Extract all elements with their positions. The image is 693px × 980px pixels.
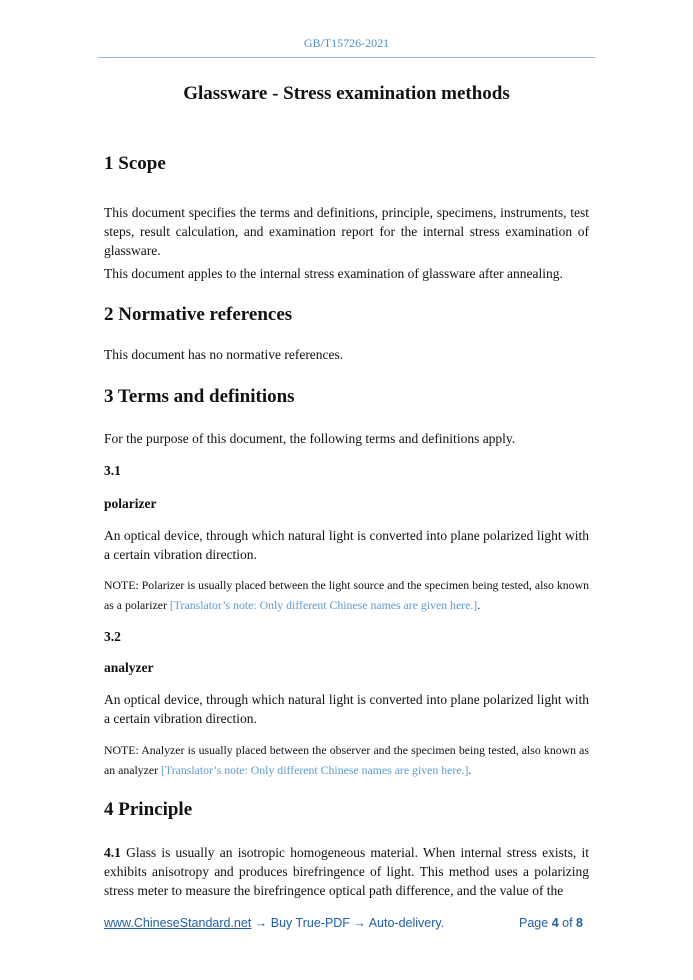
header-divider bbox=[98, 57, 595, 58]
clause-text: Glass is usually an isotropic homogeneous material. When internal stress exists, it exhibits anisotropy and produces birefringence of light. This method uses a polarizing stress meter to measure the birefringence optical path difference, and the value of the bbox=[104, 845, 589, 898]
term-number: 3.1 bbox=[104, 463, 121, 478]
section-heading-principle: 4 Principle bbox=[104, 799, 193, 820]
document-title: Glassware - Stress examination methods bbox=[183, 83, 510, 104]
section-heading-terms: 3 Terms and definitions bbox=[104, 386, 295, 407]
page-current: 4 bbox=[551, 916, 559, 930]
scope-paragraph-2: This document apples to the internal stress examination of glassware after annealing. bbox=[104, 266, 563, 281]
term-note bbox=[104, 740, 589, 780]
principle-clause-4-1 bbox=[104, 843, 589, 900]
translator-note: [Translator’s note: Only different Chinese names are given here.] bbox=[160, 763, 469, 777]
note-text: NOTE: Polarizer is usually placed between the light source and the specimen being tested, also known as a polarizer bbox=[104, 578, 589, 612]
clause-number: 4.1 bbox=[104, 845, 121, 860]
terms-intro-paragraph: For the purpose of this document, the following terms and definitions apply. bbox=[104, 431, 516, 446]
page-label: Page bbox=[519, 916, 549, 930]
term-definition: An optical device, through which natural light is converted into plane polarized light with a certain vibration direction. bbox=[104, 692, 589, 726]
footer-promo-text: → Buy True-PDF → Auto-delivery. bbox=[251, 916, 445, 930]
page-footer bbox=[104, 916, 589, 930]
section-heading-normative-references: 2 Normative references bbox=[104, 304, 293, 325]
translator-note: [Translator’s note: Only different Chinese names are given here.] bbox=[169, 598, 478, 612]
section-heading-scope: 1 Scope bbox=[104, 153, 166, 174]
note-end: . bbox=[477, 598, 481, 612]
document-code-header: GB/T15726-2021 bbox=[303, 36, 390, 50]
page-total: 8 bbox=[576, 916, 583, 930]
note-text: NOTE: Analyzer is usually placed between the observer and the specimen being tested, also known as an analyzer bbox=[104, 743, 589, 777]
note-end: . bbox=[468, 763, 472, 777]
term-number: 3.2 bbox=[104, 629, 121, 644]
term-name: polarizer bbox=[104, 496, 157, 511]
scope-paragraph-1: This document specifies the terms and definitions, principle, specimens, instruments, test steps, result calculation, and examination report for the internal stress examination of glassware. bbox=[104, 205, 589, 258]
page-indicator bbox=[519, 916, 583, 930]
term-definition: An optical device, through which natural light is converted into plane polarized light with a certain vibration direction. bbox=[104, 528, 589, 562]
website-link[interactable]: www.ChineseStandard.net bbox=[104, 916, 252, 930]
page-of-label: of bbox=[562, 916, 573, 930]
term-name: analyzer bbox=[104, 660, 154, 675]
normative-references-paragraph: This document has no normative references. bbox=[104, 347, 344, 362]
term-note bbox=[104, 575, 589, 615]
